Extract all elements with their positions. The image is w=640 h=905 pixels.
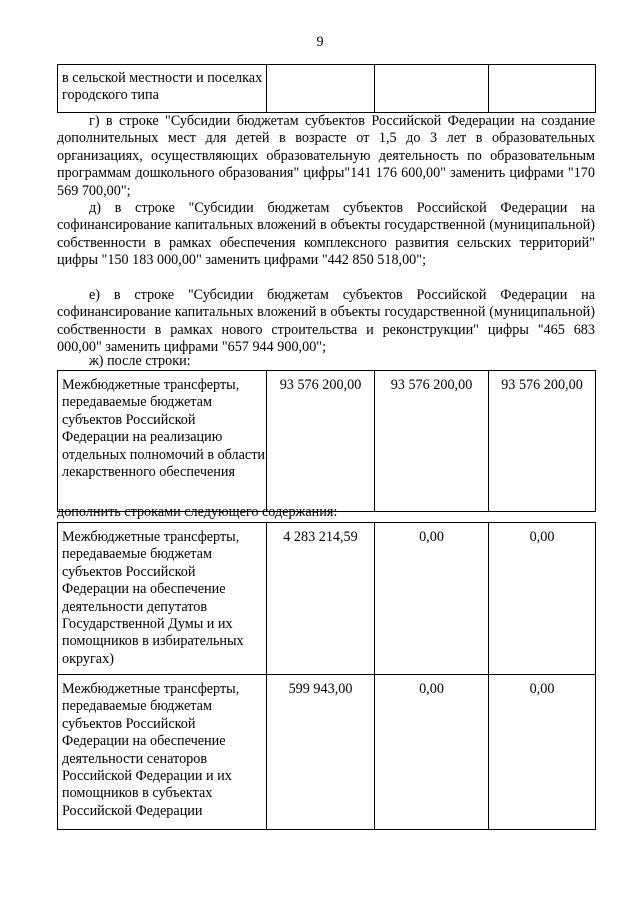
value-cell bbox=[489, 65, 596, 113]
value-cell bbox=[375, 65, 489, 113]
value-cell: 0,00 bbox=[375, 523, 489, 675]
value-cell: 93 576 200,00 bbox=[267, 371, 375, 512]
row-label: в сельской местности и поселках городского типа bbox=[58, 65, 267, 113]
separator-text: дополнить строками следующего содержания: bbox=[57, 504, 338, 520]
paragraph-d: д) в строке "Субсидии бюджетам субъектов Российской Федерации на софинансирование капитальных вложений в объекты государственной (муниципальной) собственности в рамках обеспечения комплексного развития сельских территорий" цифры "150 183 000,00" заменить цифрами "442 850 518,00"; bbox=[57, 200, 595, 269]
reference-row-table bbox=[57, 370, 596, 512]
paragraph-e: е) в строке "Субсидии бюджетам субъектов Российской Федерации на софинансирование капитальных вложений в объекты государственной (муниципальной) собственности в рамках нового строительства и реконструкции" цифры "465 683 000,00" заменить цифрами "657 944 900,00"; bbox=[57, 287, 595, 356]
table-row bbox=[58, 65, 596, 113]
paragraph-g: г) в строке "Субсидии бюджетам субъектов Российской Федерации на создание дополнительных мест для детей в возрасте от 1,5 до 3 лет в образовательных организациях, осуществляющих образовательную деятельность по образовательным программам дошкольного образования" цифры"141 176 600,00" заменить цифрами "170 569 700,00"; bbox=[57, 113, 595, 199]
table-row bbox=[58, 371, 596, 512]
page-number: 9 bbox=[316, 34, 324, 50]
top-table-fragment bbox=[57, 64, 596, 113]
new-rows-table bbox=[57, 522, 596, 830]
value-cell: 93 576 200,00 bbox=[375, 371, 489, 512]
row-label: Межбюджетные трансферты, передаваемые бюджетам субъектов Российской Федерации на обеспечение деятельности депутатов Государственной Думы и их помощников в избирательных округах) bbox=[58, 523, 267, 675]
row-label: Межбюджетные трансферты, передаваемые бюджетам субъектов Российской Федерации на реализацию отдельных полномочий в области лекарственного обеспечения bbox=[58, 371, 267, 512]
value-cell: 0,00 bbox=[489, 523, 596, 675]
value-cell: 93 576 200,00 bbox=[489, 371, 596, 512]
table-row bbox=[58, 523, 596, 675]
table-row bbox=[58, 675, 596, 830]
row-label: Межбюджетные трансферты, передаваемые бюджетам субъектов Российской Федерации на обеспечение деятельности сенаторов Российской Федерации и их помощников в субъектах Российской Федерации bbox=[58, 675, 267, 830]
value-cell: 0,00 bbox=[375, 675, 489, 830]
value-cell: 4 283 214,59 bbox=[267, 523, 375, 675]
value-cell bbox=[267, 65, 375, 113]
paragraph-zh: ж) после строки: bbox=[89, 353, 191, 369]
value-cell: 0,00 bbox=[489, 675, 596, 830]
value-cell: 599 943,00 bbox=[267, 675, 375, 830]
